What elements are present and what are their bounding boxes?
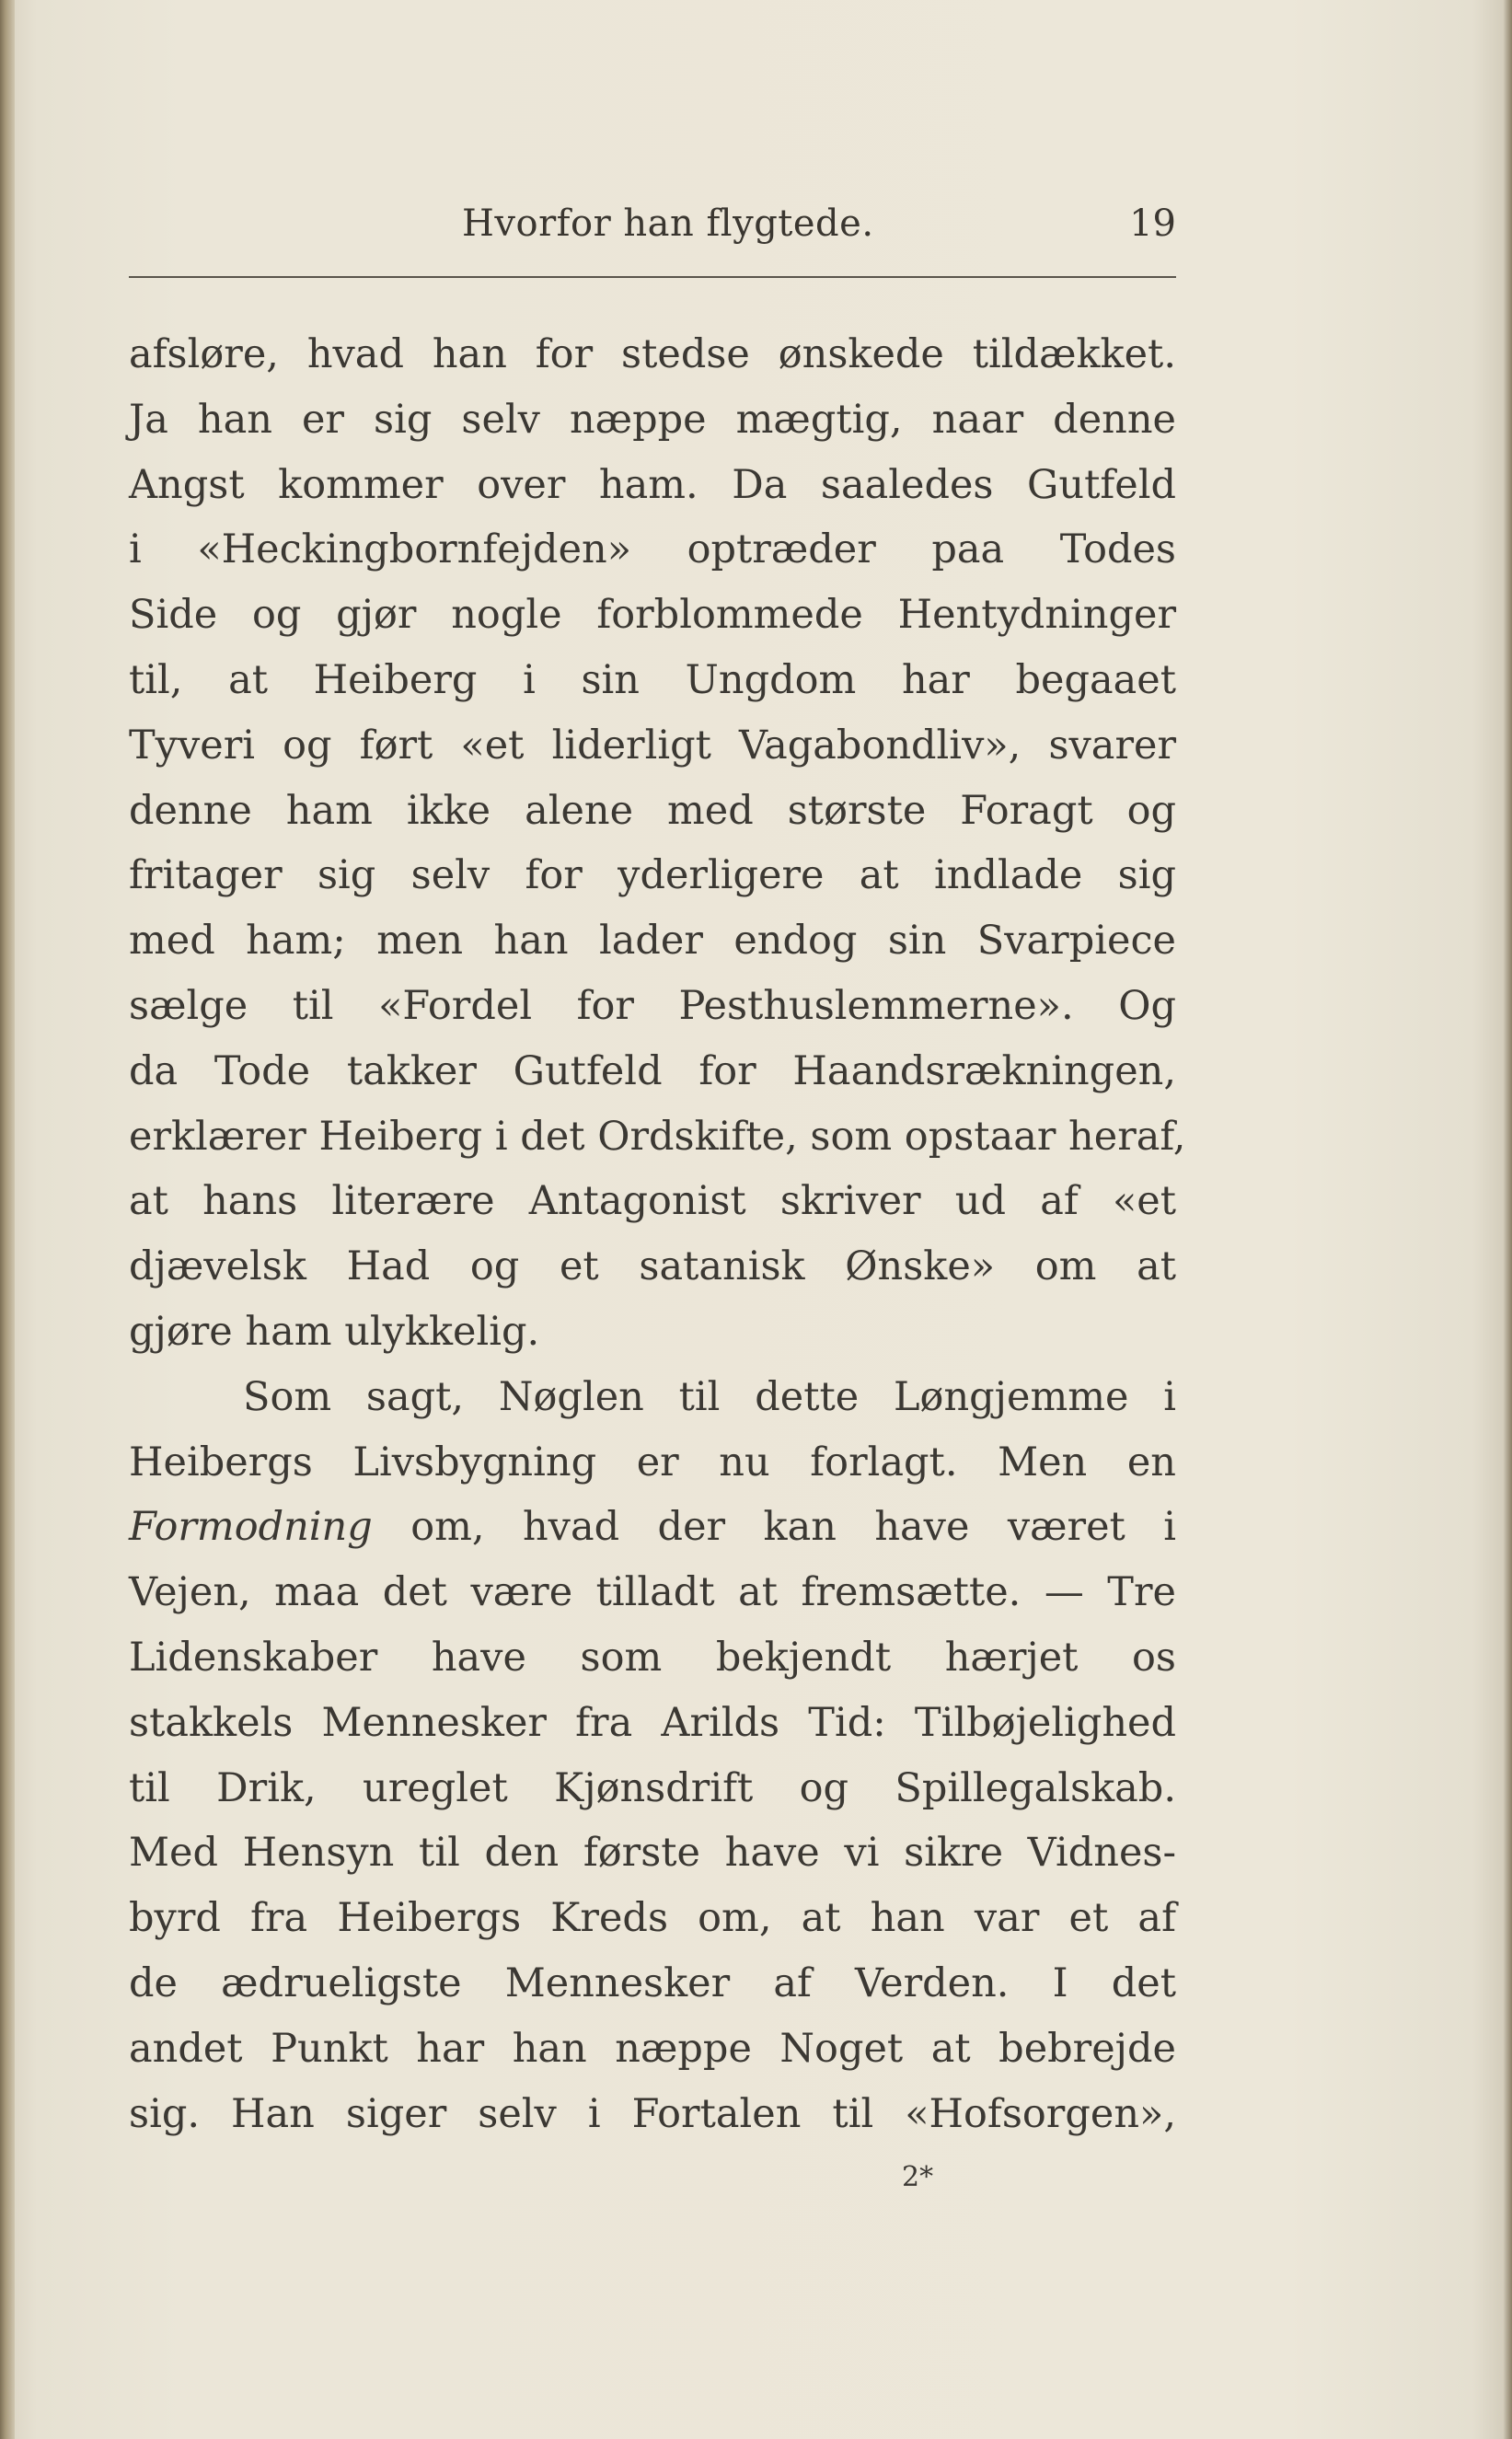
page-header [129, 202, 1176, 258]
text-line: med ham; men han lader endog sin Svarpiece [129, 918, 1176, 965]
page-right-edge [1503, 0, 1512, 2439]
text-line: Lidenskaber have som bekjendt hærjet os [129, 1634, 1176, 1681]
text-line: Angst kommer over ham. Da saaledes Gutfeld [129, 461, 1176, 508]
text-line: stakkels Mennesker fra Arilds Tid: Tilbøjelighed [129, 1699, 1176, 1746]
text-line: sælge til «Fordel for Pesthuslemmerne». Og [129, 982, 1176, 1029]
text-line: andet Punkt har han næppe Noget at bebrejde [129, 2025, 1176, 2072]
text-line: da Tode takker Gutfeld for Haandsrækningen, [129, 1047, 1176, 1094]
text-line: at hans literære Antagonist skriver ud af «et [129, 1178, 1176, 1225]
text-line: Side og gjør nogle forblommede Hentydninger [129, 592, 1176, 639]
header-rule [129, 276, 1176, 278]
text-line: de ædrueligste Mennesker af Verden. I det [129, 1959, 1176, 2006]
text-line-with-emphasis [129, 1495, 1176, 1560]
text-line: til Drik, ureglet Kjønsdrift og Spillegalskab. [129, 1764, 1176, 1811]
text-line: afsløre, hvad han for stedse ønskede tildækket. [129, 331, 1176, 377]
paragraph-first-line: Som sagt, Nøglen til dette Løngjemme i [243, 1373, 1176, 1420]
emphasized-word: Formodning [129, 1504, 373, 1551]
text-line: erklærer Heiberg i det Ordskifte, som opstaar heraf, [129, 1113, 1186, 1160]
text-line: denne ham ikke alene med største Foragt og [129, 787, 1176, 834]
text-span: om, hvad der kan have været i [372, 1504, 1176, 1551]
page-number: 19 [1129, 202, 1176, 245]
text-line: Ja han er sig selv næppe mægtig, naar denne [129, 396, 1176, 443]
text-line: byrd fra Heibergs Kreds om, at han var et af [129, 1895, 1176, 1942]
page-left-edge [0, 0, 15, 2439]
text-line: fritager sig selv for yderligere at indlade sig [129, 852, 1176, 899]
text-line: Tyveri og ført «et liderligt Vagabondliv», svarer [129, 722, 1176, 769]
text-line: djævelsk Had og et satanisk Ønske» om at [129, 1243, 1176, 1290]
body-text [129, 322, 1186, 2146]
text-line: gjøre ham ulykkelig. [129, 1308, 540, 1355]
running-head: Hvorfor han flygtede. [462, 202, 874, 245]
text-line: Vejen, maa det være tilladt at fremsætte. — Tre [129, 1569, 1176, 1616]
text-line: i «Heckingbornfejden» optræder paa Todes [129, 526, 1176, 573]
text-line: Heibergs Livsbygning er nu forlagt. Men en [129, 1439, 1176, 1485]
text-line: sig. Han siger selv i Fortalen til «Hofsorgen», [129, 2090, 1176, 2137]
text-line: til, at Heiberg i sin Ungdom har begaaet [129, 656, 1176, 703]
signature-mark: 2* [902, 2161, 934, 2193]
text-line: Med Hensyn til den første have vi sikre Vidnes- [129, 1830, 1176, 1877]
